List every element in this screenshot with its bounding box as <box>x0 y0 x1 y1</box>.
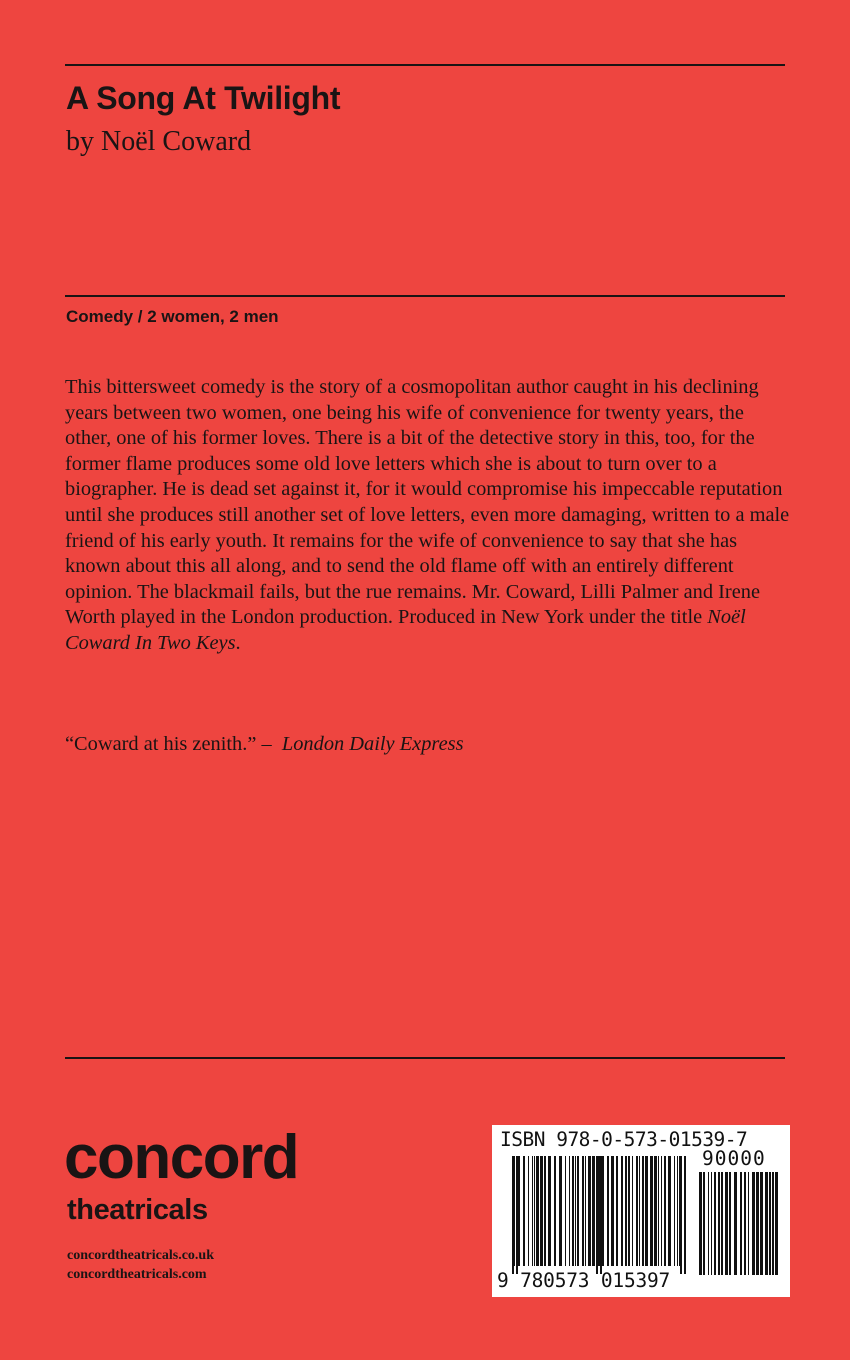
barcode-bar <box>703 1172 705 1275</box>
barcode-bar <box>611 1156 614 1266</box>
barcode-bar <box>740 1172 742 1275</box>
barcode-bar <box>775 1172 778 1275</box>
price-addon-digits: 90000 <box>702 1147 766 1170</box>
barcode-bar <box>734 1172 737 1275</box>
barcode-bar <box>616 1156 618 1266</box>
barcode-bar <box>548 1156 551 1266</box>
barcode-bar <box>718 1172 720 1275</box>
synopsis-main: This bittersweet comedy is the story of a cosmopolitan author caught in his declining years between two women, one being his wife of convenience for twenty years, the other, one of his former loves. There is a bit of the detective story in this, too, for the former flame produces some old love letters which she is about to turn over to a biographer. He is dead set against it, for it would compromise his impeccable reputation until she produces still another set of love letters, even more damaging, written to a male friend of his early youth. It remains for the wife of convenience to say that she has known about this all along, and to send the old flame off with an entirely different opinion. The blackmail fails, but the rue remains. Mr. Coward, Lilli Palmer and Irene Worth played in the London production. Produced in New York under the title <box>65 376 790 629</box>
footer-rule <box>65 1057 785 1059</box>
barcode-bar <box>769 1172 771 1275</box>
barcode-bar <box>642 1156 644 1266</box>
barcode-bar <box>725 1172 728 1275</box>
barcode-bar <box>588 1156 591 1266</box>
barcode-bar <box>602 1156 604 1266</box>
publisher-url-uk: concordtheatricals.co.uk <box>67 1248 214 1263</box>
barcode-bar <box>523 1156 525 1266</box>
publisher-logo-name: concord <box>64 1123 299 1192</box>
barcode-bar <box>569 1156 570 1266</box>
barcode-bar <box>628 1156 630 1266</box>
barcode-bar <box>632 1156 633 1266</box>
barcode-bar <box>639 1156 640 1266</box>
barcode-bar <box>565 1156 566 1266</box>
barcode-bar <box>532 1156 533 1266</box>
genre-rule <box>65 295 785 297</box>
barcode-bar <box>607 1156 609 1266</box>
barcode-bar <box>760 1172 763 1275</box>
barcode-bar <box>528 1156 529 1266</box>
barcode-bar <box>668 1156 671 1266</box>
isbn-label: ISBN 978-0-573-01539-7 <box>500 1128 748 1151</box>
barcode-bar <box>721 1172 723 1275</box>
barcode-bar <box>582 1156 584 1266</box>
barcode-bar <box>536 1156 539 1266</box>
barcode-bar <box>577 1156 579 1266</box>
barcode-bar <box>752 1172 755 1275</box>
publisher-url-com: concordtheatricals.com <box>67 1267 207 1282</box>
barcode-bar <box>661 1156 662 1266</box>
barcode-bar <box>658 1156 659 1266</box>
barcode-bar <box>636 1156 638 1266</box>
barcode-bar <box>540 1156 543 1266</box>
barcode-bar <box>699 1172 702 1275</box>
barcode-bar <box>592 1156 595 1266</box>
ean-digits: 9 780573 015397 <box>497 1269 671 1292</box>
barcode-bar <box>664 1156 666 1266</box>
barcode-bar <box>575 1156 576 1266</box>
barcode-bar <box>596 1156 598 1274</box>
book-title: A Song At Twilight <box>66 80 341 116</box>
publisher-logo-sub: theatricals <box>67 1194 208 1226</box>
barcode-bar <box>711 1172 712 1275</box>
barcode-bar <box>645 1156 648 1266</box>
barcode-bar <box>680 1156 682 1274</box>
barcode-bar <box>518 1156 520 1266</box>
author-byline: by Noël Coward <box>66 126 252 157</box>
barcode-bar <box>585 1156 586 1266</box>
isbn-barcode <box>492 1125 790 1297</box>
barcode-bar <box>559 1156 562 1266</box>
synopsis-end: . <box>235 631 241 654</box>
barcode-bar <box>748 1172 749 1275</box>
barcode-bar <box>650 1156 653 1266</box>
barcode-bar <box>621 1156 623 1266</box>
barcode-bar <box>516 1156 518 1274</box>
barcode-bar <box>572 1156 574 1266</box>
barcode-bar <box>654 1156 657 1266</box>
barcode-bar <box>729 1172 731 1275</box>
barcode-bar <box>600 1156 602 1274</box>
barcode-bar <box>708 1172 709 1275</box>
barcode-bar <box>625 1156 627 1266</box>
synopsis-alt-title: Noël Coward In Two Keys <box>65 606 746 654</box>
barcode-bar <box>554 1156 556 1266</box>
review-quote <box>65 733 464 756</box>
genre-cast: Comedy / 2 women, 2 men <box>66 307 279 326</box>
quote-text: “Coward at his zenith.” – <box>65 733 272 755</box>
barcode-bar <box>677 1156 678 1266</box>
quote-source: London Daily Express <box>281 733 464 755</box>
barcode-bar <box>674 1156 675 1266</box>
barcode-bar <box>772 1172 774 1275</box>
barcode-bar <box>765 1172 768 1275</box>
top-rule <box>65 64 785 66</box>
barcode-bar <box>544 1156 546 1266</box>
barcode-bar <box>684 1156 686 1274</box>
barcode-bar <box>744 1172 746 1275</box>
barcode-bar <box>756 1172 759 1275</box>
barcode-bar <box>714 1172 716 1275</box>
barcode-bar <box>512 1156 514 1274</box>
synopsis <box>65 375 790 657</box>
barcode-bar <box>534 1156 535 1266</box>
